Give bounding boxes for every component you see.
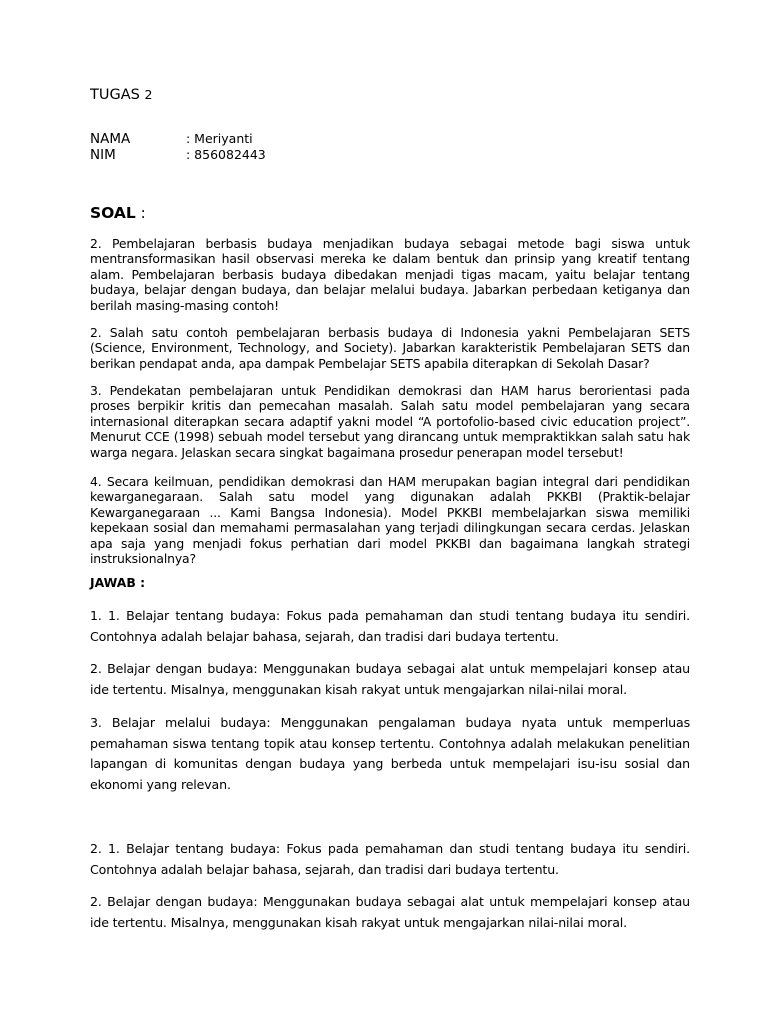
answer-3: [90, 713, 690, 795]
nim-value: : 856082443: [186, 147, 266, 162]
title-text: TUGAS: [90, 87, 140, 103]
question-text: 4. Secara keilmuan, pendidikan demokrasi dan HAM merupakan bagian integral dari pendidikan kewarganegaraan. Salah satu model yang digunakan adalah PKKBI (Praktik-belajar Kewarganegaraan ... Kami Bangsa Indonesia). Model PKKBI membelajarkan siswa memiliki kepekaan sosial dan memahami permasalahan yang terjadi dilingkungan secara cerdas. Jelaskan apa saja yang menjadi fokus perhatian dari model PKKBI dan bagaimana langkah strategi instruksionalnya?: [90, 474, 690, 567]
name-label: NAMA: [90, 131, 131, 147]
name-value: : Meriyanti: [186, 131, 253, 146]
answer-text: 2. Belajar dengan budaya: Menggunakan budaya sebagai alat untuk mempelajari konsep atau ide tertentu. Misalnya, menggunakan kisah rakyat untuk mengajarkan nilai-nilai moral.: [90, 661, 690, 697]
question-4: [90, 474, 690, 566]
question-1: [90, 236, 690, 313]
answer-5: [90, 892, 690, 933]
title-number: 2: [144, 87, 153, 102]
answer-text: 3. Belajar melalui budaya: Menggunakan pengalaman budaya nyata untuk memperluas pemahaman siswa tentang topik atau konsep tertentu. Contohnya adalah melakukan penelitian lapangan di komunitas dengan budaya yang berbeda untuk mempelajari isu-isu sosial dan ekonomi yang relevan.: [90, 715, 690, 792]
question-text: 2. Pembelajaran berbasis budaya menjadikan budaya sebagai metode bagi siswa untuk mentransformasikan hasil observasi mereka ke dalam bentuk dan prinsip yang kreatif tentang alam. Pembelajaran berbasis budaya dibedakan menjadi tigas macam, yaitu belajar tentang budaya, belajar dengan budaya, dan belajar melalui budaya. Jabarkan perbedaan ketiganya dan berilah masing-masing contoh!: [90, 236, 690, 313]
answer-1: [90, 606, 690, 647]
question-text: 2. Salah satu contoh pembelajaran berbasis budaya di Indonesia yakni Pembelajaran SETS (Science, Environment, Technology, and Society). Jabarkan karakteristik Pembelajaran SETS dan berikan pendapat anda, apa dampak Pembelajar SETS apabila diterapkan di Sekolah Dasar?: [90, 325, 690, 371]
nim-label: NIM: [90, 147, 116, 163]
question-text: 3. Pendekatan pembelajaran untuk Pendidikan demokrasi dan HAM harus berorientasi pada proses berpikir kritis dan pemecahan masalah. Salah satu model pembelajaran yang secara internasional diterapkan secara adaptif yakni model “A portofolio-based civic education project”. Menurut CCE (1998) sebuah model tersebut yang dirancang untuk mempraktikkan salah satu hak warga negara. Jelaskan secara singkat bagaimana prosedur penerapan model tersebut!: [90, 383, 690, 460]
answer-text: 2. Belajar dengan budaya: Menggunakan budaya sebagai alat untuk mempelajari konsep atau ide tertentu. Misalnya, menggunakan kisah rakyat untuk mengajarkan nilai-nilai moral.: [90, 894, 690, 930]
answer-4: [90, 839, 690, 880]
jawab-heading: JAWAB :: [90, 575, 146, 590]
question-3: [90, 383, 690, 460]
question-2: [90, 325, 690, 371]
soal-heading: [90, 203, 146, 223]
answer-text: 1. 1. Belajar tentang budaya: Fokus pada pemahaman dan studi tentang budaya itu sendiri. Contohnya adalah belajar bahasa, sejarah, dan tradisi dari budaya tertentu.: [90, 608, 690, 644]
soal-label: SOAL: [90, 204, 136, 222]
answer-2: [90, 659, 690, 700]
soal-colon: :: [135, 204, 146, 222]
answer-text: 2. 1. Belajar tentang budaya: Fokus pada pemahaman dan studi tentang budaya itu sendiri. Contohnya adalah belajar bahasa, sejarah, dan tradisi dari budaya tertentu.: [90, 841, 690, 877]
document-title: [90, 86, 152, 104]
